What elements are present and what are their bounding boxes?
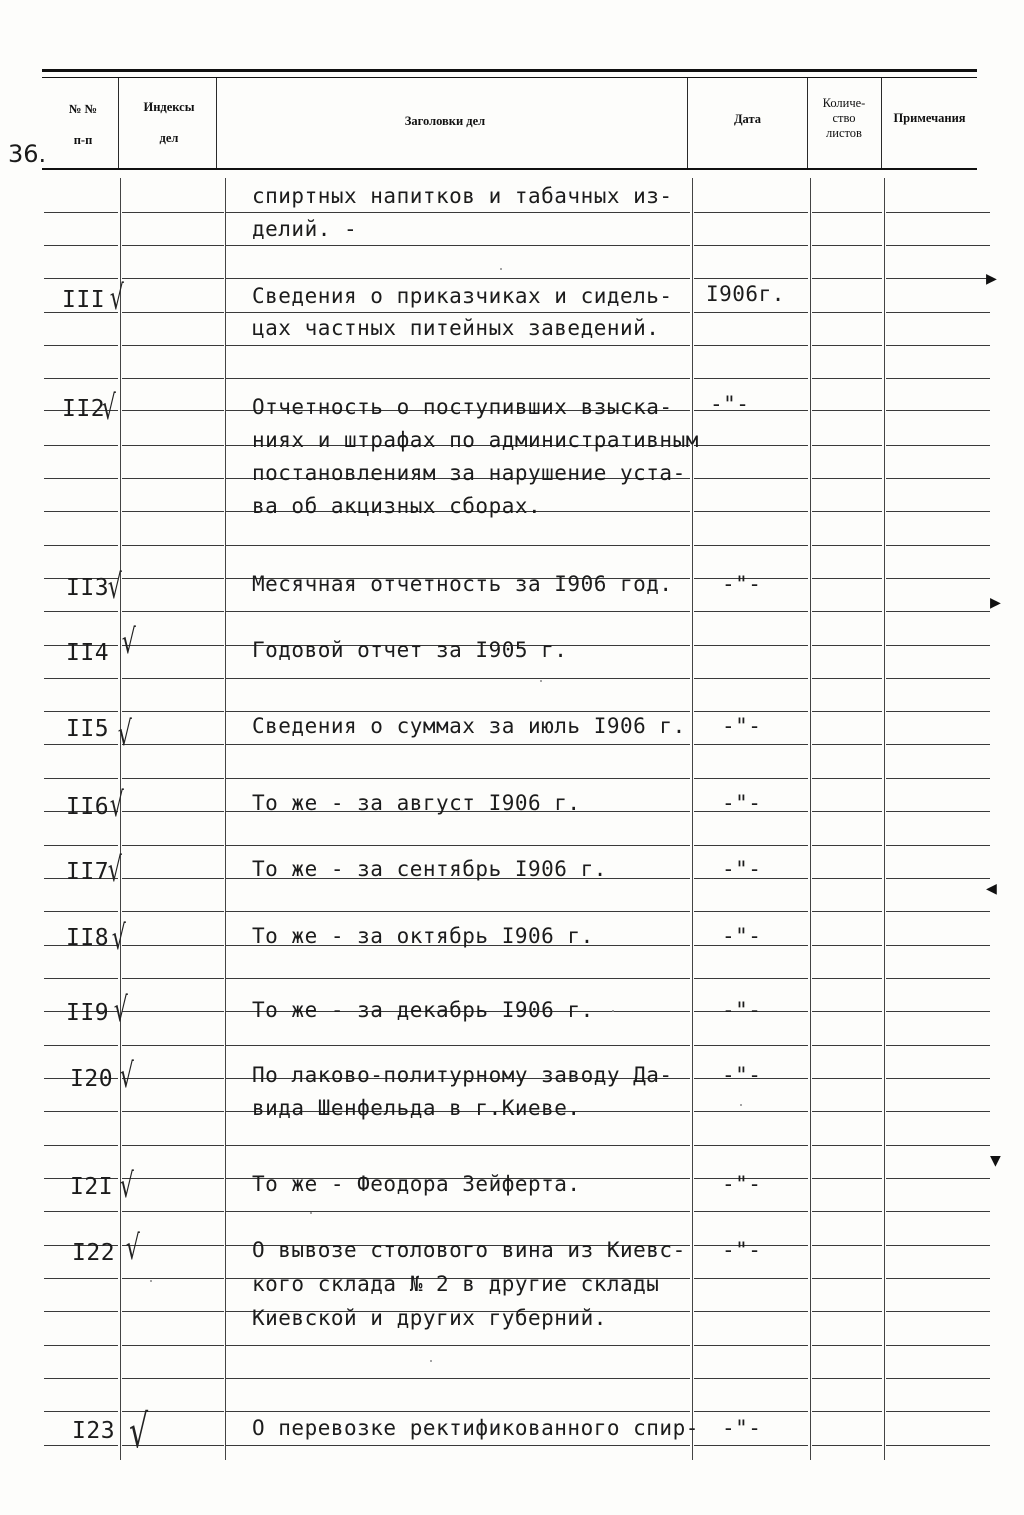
ruled-line [122, 212, 224, 213]
ruled-line [694, 778, 808, 779]
ruled-line [886, 978, 990, 979]
ruled-line [44, 678, 118, 679]
entry-5-num: II5 [66, 716, 110, 742]
ruled-line [812, 1411, 882, 1412]
ruled-line [226, 911, 690, 912]
ruled-line [886, 312, 990, 313]
entry-6-num: II6 [66, 794, 110, 820]
ruled-line [226, 678, 690, 679]
ruled-line [44, 1145, 118, 1146]
ruled-line [122, 1278, 224, 1279]
ruled-line [694, 911, 808, 912]
ruled-line [886, 1411, 990, 1412]
speck [150, 1280, 152, 1282]
ruled-line [812, 478, 882, 479]
ruled-line [812, 278, 882, 279]
ruled-line [44, 1211, 118, 1212]
ruled-line [122, 1211, 224, 1212]
ruled-line [694, 245, 808, 246]
ruled-line [44, 212, 118, 213]
entry-1-line-1: цах частных питейных заведений. [252, 316, 660, 340]
punch-mark-icon: ▼ [990, 1150, 1001, 1171]
ruled-line [812, 345, 882, 346]
entry-5-line-0: Сведения о суммах за июль I906 г. [252, 714, 686, 738]
checkmark-icon: √ [109, 278, 124, 318]
entry-9-line-0: То же - за декабрь I906 г. [252, 998, 594, 1022]
ruled-line [44, 545, 118, 546]
ruled-line [226, 1145, 690, 1146]
ruled-line [694, 1345, 808, 1346]
entry-11-line-0: То же - Феодора Зейферта. [252, 1172, 581, 1196]
ruled-line [226, 611, 690, 612]
ruled-line [886, 578, 990, 579]
ruled-line [886, 410, 990, 411]
ruled-line [44, 778, 118, 779]
entry-2-line-3: ва об акцизных сборах. [252, 494, 542, 518]
ruled-line [812, 378, 882, 379]
ruled-line [694, 545, 808, 546]
checkmark-icon: √ [113, 990, 128, 1030]
ruled-line [122, 845, 224, 846]
ruled-line [812, 1011, 882, 1012]
ruled-line [812, 1045, 882, 1046]
ruled-line [694, 711, 808, 712]
entry-7-date: -"- [722, 857, 762, 881]
ruled-line [812, 645, 882, 646]
ruled-line [886, 478, 990, 479]
ruled-line [122, 878, 224, 879]
ruled-line [886, 711, 990, 712]
ruled-line [812, 1145, 882, 1146]
ruled-line [886, 645, 990, 646]
ruled-line [226, 345, 690, 346]
ruled-line [812, 911, 882, 912]
ruled-line [694, 1211, 808, 1212]
ruled-line [122, 1178, 224, 1179]
header-top-rule-thin [42, 77, 977, 78]
ruled-line [44, 978, 118, 979]
ruled-line [226, 845, 690, 846]
ruled-line [812, 578, 882, 579]
entry-1-line-0: Сведения о приказчиках и сидель- [252, 284, 673, 308]
ruled-line [44, 445, 118, 446]
entry-11-num: I2I [70, 1174, 114, 1200]
ruled-line [44, 1378, 118, 1379]
checkmark-icon: √ [109, 785, 124, 825]
ruled-line [122, 578, 224, 579]
entry-13-num: I23 [72, 1418, 116, 1444]
ruled-line [886, 1311, 990, 1312]
ruled-line [812, 1178, 882, 1179]
ruled-line [812, 445, 882, 446]
header-top-rule [42, 69, 977, 72]
speck [430, 1360, 432, 1362]
ruled-line [694, 1111, 808, 1112]
ruled-line [812, 811, 882, 812]
body-divider-5 [884, 178, 885, 1460]
ruled-line [812, 1078, 882, 1079]
ruled-line [44, 711, 118, 712]
speck [500, 268, 502, 270]
entry-13-date: -"- [722, 1416, 762, 1440]
checkmark-icon: √ [121, 622, 136, 662]
checkmark-icon: √ [119, 1166, 134, 1206]
ruled-line [226, 1211, 690, 1212]
ruled-line [44, 378, 118, 379]
ruled-line [886, 1211, 990, 1212]
entry-7-num: II7 [66, 859, 110, 885]
ruled-line [694, 1045, 808, 1046]
entry-2-line-2: постановлениям за нарушение уста- [252, 461, 686, 485]
ruled-line [886, 345, 990, 346]
ruled-line [694, 1145, 808, 1146]
ruled-line [122, 1045, 224, 1046]
header-num: № № п-п [68, 102, 98, 147]
ruled-line [226, 378, 690, 379]
entry-8-date: -"- [722, 924, 762, 948]
ruled-line [694, 611, 808, 612]
ruled-line [886, 811, 990, 812]
ruled-line [226, 711, 690, 712]
ruled-line [226, 212, 690, 213]
ruled-line [886, 1145, 990, 1146]
header-bottom-rule [42, 168, 977, 170]
entry-3-num: II3 [66, 575, 110, 601]
ruled-line [122, 312, 224, 313]
ruled-line [44, 845, 118, 846]
ruled-line [886, 1278, 990, 1279]
entry-13-line-0: О перевозке ректификованного спир- [252, 1416, 699, 1440]
ruled-line [886, 845, 990, 846]
ruled-line [886, 744, 990, 745]
checkmark-icon: √ [101, 388, 116, 428]
checkmark-icon: √ [107, 567, 122, 607]
entry-3-date: -"- [722, 572, 762, 596]
ruled-line [886, 378, 990, 379]
ruled-line [812, 1111, 882, 1112]
ruled-line [694, 1311, 808, 1312]
ruled-line [226, 278, 690, 279]
ruled-line [122, 410, 224, 411]
entry-2-line-1: ниях и штрафах по административным [252, 428, 699, 452]
ruled-line [694, 312, 808, 313]
header-index: Индексы дел [143, 100, 195, 145]
ruled-line [812, 845, 882, 846]
ruled-line [812, 778, 882, 779]
body-divider-3 [692, 178, 693, 1460]
ruled-line [812, 945, 882, 946]
ruled-line [812, 511, 882, 512]
entry-4-num: II4 [66, 640, 110, 666]
ruled-line [44, 511, 118, 512]
ruled-line [44, 611, 118, 612]
entry-10-num: I20 [70, 1066, 114, 1092]
header-divider-3 [687, 78, 688, 168]
ruled-line [694, 1445, 808, 1446]
header-title: Заголовки дел [404, 114, 486, 128]
ruled-line [44, 1311, 118, 1312]
entry-2-line-0: Отчетность о поступивших взыска- [252, 395, 673, 419]
ruled-line [44, 245, 118, 246]
ruled-line [122, 1145, 224, 1146]
ruled-line [122, 511, 224, 512]
ruled-line [886, 878, 990, 879]
ruled-line [122, 945, 224, 946]
entry-10-line-1: вида Шенфельда в г.Киеве. [252, 1096, 581, 1120]
ruled-line [122, 811, 224, 812]
ruled-line [886, 1078, 990, 1079]
header-date: Дата [733, 112, 762, 126]
entry-12-line-0: О вывозе столового вина из Киевс- [252, 1238, 686, 1262]
ruled-line [226, 545, 690, 546]
ruled-line [886, 445, 990, 446]
ruled-line [122, 345, 224, 346]
entry-8-line-0: То же - за октябрь I906 г. [252, 924, 594, 948]
ruled-line [44, 1345, 118, 1346]
ruled-line [226, 744, 690, 745]
entry-9-num: II9 [66, 1000, 110, 1026]
ruled-line [122, 911, 224, 912]
ruled-line [694, 678, 808, 679]
ruled-line [226, 1045, 690, 1046]
ruled-line [694, 478, 808, 479]
ruled-line [122, 445, 224, 446]
ruled-line [122, 1111, 224, 1112]
ruled-line [694, 1378, 808, 1379]
entry-0-line-1: делий. - [252, 217, 358, 241]
ruled-line [694, 278, 808, 279]
ruled-line [812, 1345, 882, 1346]
ruled-line [122, 645, 224, 646]
entry-2-num: II2 [62, 396, 106, 422]
ruled-line [122, 245, 224, 246]
ruled-line [122, 744, 224, 745]
entry-12-num: I22 [72, 1240, 116, 1266]
ruled-line [812, 1378, 882, 1379]
ruled-line [812, 678, 882, 679]
ruled-line [886, 1345, 990, 1346]
ruled-line [694, 645, 808, 646]
entry-3-line-0: Месячная отчетность за I906 год. [252, 572, 673, 596]
header-divider-1 [118, 78, 119, 168]
ruled-line [886, 945, 990, 946]
ruled-line [44, 1045, 118, 1046]
ruled-line [886, 545, 990, 546]
ruled-line [886, 245, 990, 246]
ruled-line [694, 1278, 808, 1279]
ruled-line [812, 1278, 882, 1279]
ruled-line [886, 1245, 990, 1246]
checkmark-icon: √ [111, 918, 126, 958]
ruled-line [694, 378, 808, 379]
entry-6-line-0: То же - за август I906 г. [252, 791, 581, 815]
header-divider-2 [216, 78, 217, 168]
speck [310, 1212, 312, 1214]
ruled-line [44, 1278, 118, 1279]
entry-6-date: -"- [722, 791, 762, 815]
punch-mark-icon: ▶ [990, 592, 1001, 613]
ruled-line [812, 1245, 882, 1246]
entry-1-date: I906г. [706, 282, 785, 306]
ruled-line [812, 410, 882, 411]
entry-5-date: -"- [722, 714, 762, 738]
ruled-line [44, 1111, 118, 1112]
ruled-line [44, 278, 118, 279]
ruled-line [812, 1211, 882, 1212]
header-count: Количе- ство листов [822, 96, 866, 140]
ruled-line [886, 1111, 990, 1112]
entry-10-date: -"- [722, 1063, 762, 1087]
ruled-line [812, 878, 882, 879]
ruled-line [694, 1411, 808, 1412]
ruled-line [122, 711, 224, 712]
checkmark-icon: √ [119, 1056, 134, 1096]
ruled-line [886, 678, 990, 679]
ruled-line [886, 911, 990, 912]
ruled-line [812, 545, 882, 546]
ruled-line [694, 212, 808, 213]
ruled-line [226, 1445, 690, 1446]
ruled-line [886, 511, 990, 512]
ruled-line [694, 345, 808, 346]
ruled-line [44, 478, 118, 479]
entry-12-line-2: Киевской и других губерний. [252, 1306, 607, 1330]
ruled-line [122, 1311, 224, 1312]
ruled-line [886, 212, 990, 213]
ruled-line [812, 312, 882, 313]
ruled-line [886, 278, 990, 279]
checkmark-icon: √ [107, 850, 122, 890]
ruled-line [226, 1378, 690, 1379]
ruled-line [694, 445, 808, 446]
ruled-line [886, 1445, 990, 1446]
entry-4-line-0: Годовой отчет за I905 г. [252, 638, 568, 662]
ruled-line [226, 245, 690, 246]
ruled-line [886, 1178, 990, 1179]
entry-7-line-0: То же - за сентябрь I906 г. [252, 857, 607, 881]
punch-mark-icon: ◀ [986, 878, 997, 899]
ruled-line [812, 1445, 882, 1446]
entry-10-line-0: По лаково-политурному заводу Да- [252, 1063, 673, 1087]
ruled-line [122, 1378, 224, 1379]
ruled-line [694, 511, 808, 512]
body-divider-2 [225, 178, 226, 1460]
ruled-line [44, 1411, 118, 1412]
body-divider-4 [810, 178, 811, 1460]
ruled-line [122, 478, 224, 479]
ruled-line [812, 711, 882, 712]
ruled-line [812, 611, 882, 612]
speck [740, 1104, 742, 1106]
punch-mark-icon: ▶ [986, 268, 997, 289]
speck [540, 680, 542, 682]
entry-2-date: -"- [710, 392, 750, 416]
header-notes: Примечания [893, 111, 966, 125]
ruled-line [812, 245, 882, 246]
ruled-line [694, 744, 808, 745]
ruled-line [226, 1345, 690, 1346]
ruled-line [886, 1045, 990, 1046]
ruled-line [886, 1378, 990, 1379]
ruled-line [812, 744, 882, 745]
ruled-line [694, 978, 808, 979]
ruled-line [44, 345, 118, 346]
ruled-line [44, 1445, 118, 1446]
speck [612, 1010, 614, 1012]
ruled-line [122, 278, 224, 279]
ruled-line [886, 778, 990, 779]
ruled-line [44, 744, 118, 745]
ruled-line [886, 611, 990, 612]
entry-0-line-0: спиртных напитков и табачных из- [252, 184, 673, 208]
checkmark-icon: √ [125, 1228, 140, 1268]
ruled-line [122, 1345, 224, 1346]
ruled-line [122, 545, 224, 546]
ruled-line [122, 611, 224, 612]
ruled-line [226, 978, 690, 979]
ruled-line [122, 1011, 224, 1012]
checkmark-icon: √ [129, 1404, 149, 1458]
ruled-line [122, 678, 224, 679]
entry-1-num: III [62, 287, 106, 313]
ruled-line [812, 978, 882, 979]
ruled-line [226, 1411, 690, 1412]
ruled-line [226, 778, 690, 779]
ruled-line [226, 312, 690, 313]
ruled-line [694, 845, 808, 846]
entry-9-date: -"- [722, 998, 762, 1022]
checkmark-icon: √ [117, 714, 132, 754]
ruled-line [122, 978, 224, 979]
ruled-line [122, 1078, 224, 1079]
ruled-line [812, 212, 882, 213]
entry-12-line-1: кого склада № 2 в другие склады [252, 1272, 660, 1296]
entry-8-num: II8 [66, 925, 110, 951]
page-number: 36. [8, 140, 47, 168]
ruled-line [886, 1011, 990, 1012]
ruled-line [122, 778, 224, 779]
entry-12-date: -"- [722, 1238, 762, 1262]
ruled-line [122, 378, 224, 379]
entry-11-date: -"- [722, 1172, 762, 1196]
ruled-line [812, 1311, 882, 1312]
ruled-line [44, 911, 118, 912]
